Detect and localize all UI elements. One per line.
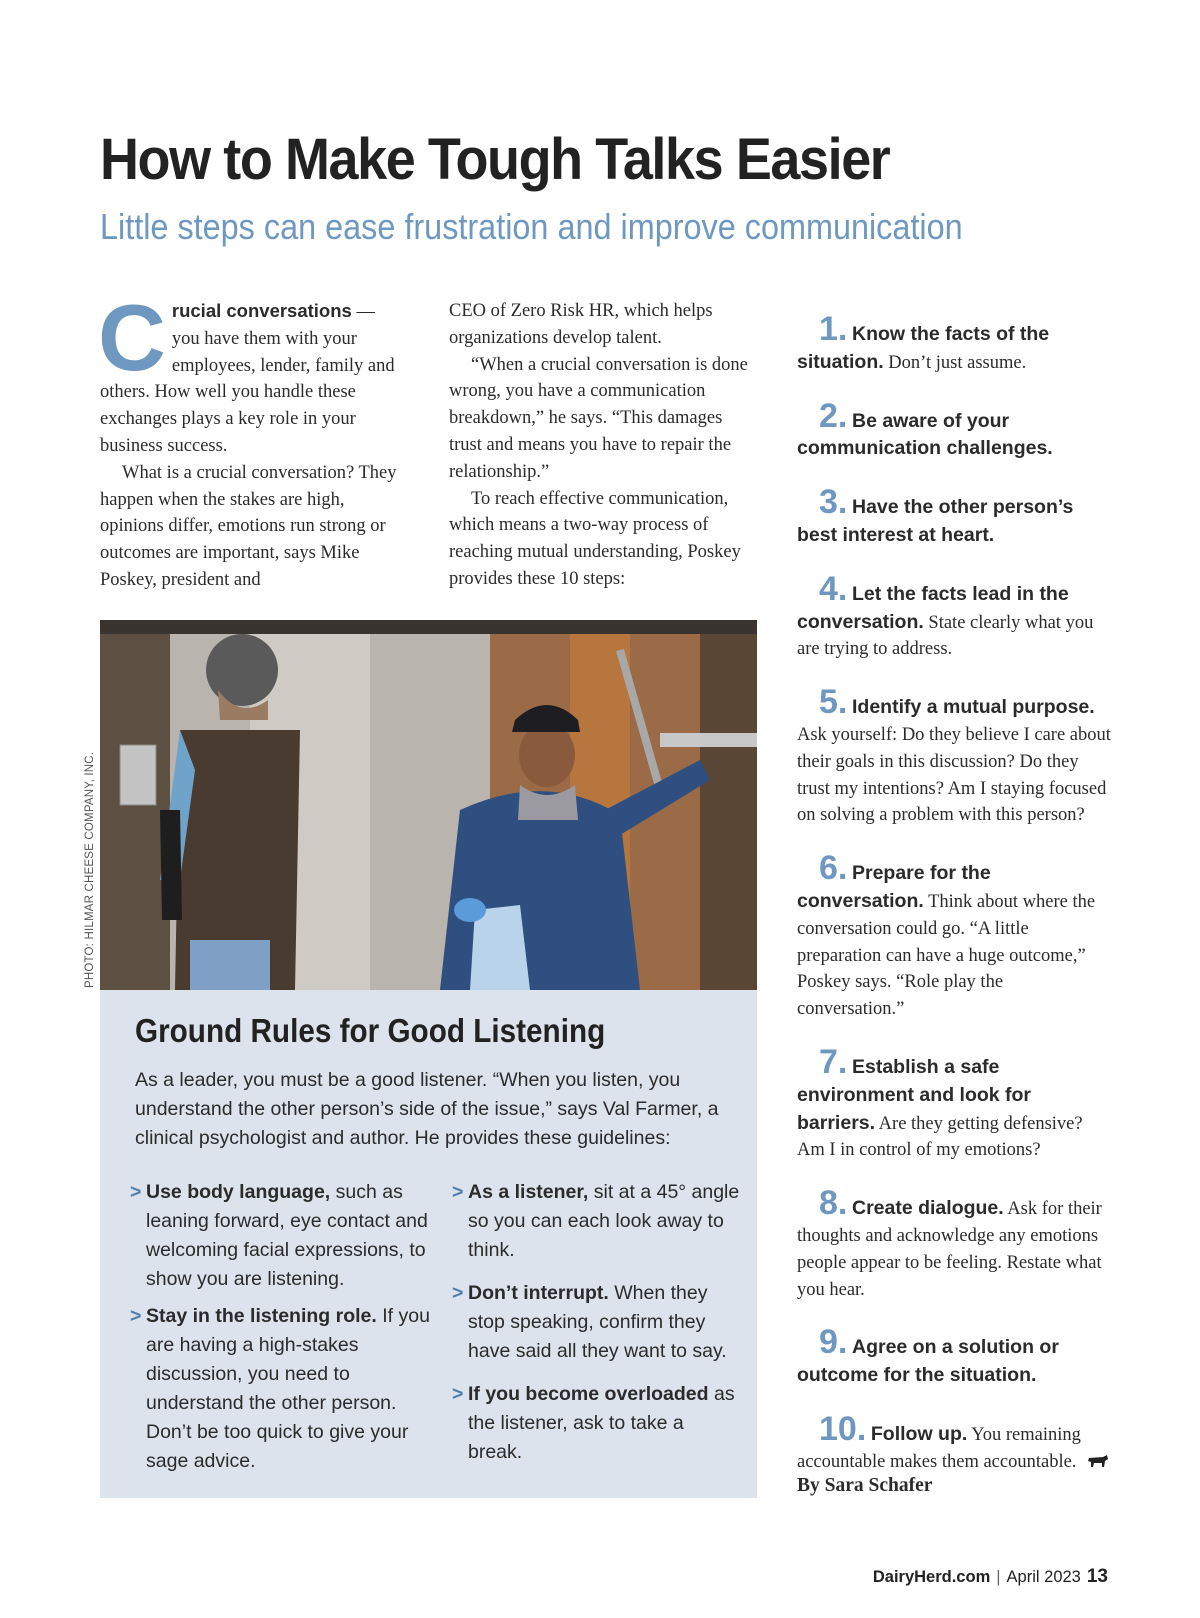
article-title: How to Make Tough Talks Easier [100,127,890,192]
footer-date: April 2023 [1006,1568,1081,1586]
step-item [797,396,1112,464]
rule-item [452,1380,742,1467]
bullet-arrow: > [130,1181,142,1203]
photo-credit: PHOTO: HILMAR CHEESE COMPANY, INC. [84,751,96,988]
rule-text: sit at a 45° angle so you can each look away to think. [468,1181,740,1261]
step-item [797,1042,1112,1164]
body-column-1 [98,285,400,594]
body-column-2 [449,298,756,593]
step-heading: Create dialogue. [851,1197,1004,1220]
paragraph-3: CEO of Zero Risk HR, which helps organizations develop talent. [449,301,713,348]
step-heading: Agree on a solution or outcome for the situation. [797,1336,1059,1387]
step-heading: Follow up. [870,1422,968,1445]
bullet-arrow: > [452,1383,464,1405]
rule-item [130,1302,430,1476]
step-item [797,683,1112,829]
bullet-arrow: > [452,1181,464,1203]
rule-item [452,1279,742,1366]
step-item [797,569,1112,663]
bullet-arrow: > [452,1282,464,1304]
rule-item [130,1178,430,1294]
rule-lead: If you become overloaded [468,1383,709,1405]
article-photo [100,620,757,990]
step-text: You remaining accountable makes them accountable. [797,1424,1081,1472]
step-text: Think about where the conversation could go. “A little preparation can have a huge outcome,” Poskey says. “Role play the conversation.” [797,891,1096,1020]
step-heading: Prepare for the conversation. [797,862,991,912]
rule-item [452,1178,742,1265]
step-heading: Have the other person’s best interest at heart. [797,496,1074,546]
paragraph-intro [98,285,400,460]
step-item [797,483,1112,550]
step-number: 6. [819,849,848,888]
step-number: 2. [819,396,848,435]
rule-lead: As a listener, [468,1181,589,1203]
step-text: Don’t just assume. [883,352,1027,373]
rule-lead: Don’t interrupt. [468,1282,609,1304]
cow-icon [1087,1453,1109,1469]
sidebar-column-right [452,1178,742,1467]
sidebar-column-left [130,1178,430,1476]
step-text: Are they getting defensive? Am I in control of my emotions? [797,1113,1083,1161]
step-heading: Establish a safe environment and look for barriers. [797,1055,1032,1134]
step-item [797,1184,1112,1303]
rule-text: If you are having a high-stakes discussion, you need to understand the other person. Don’t be too quick to give your sage advice. [146,1305,430,1472]
step-item [797,1323,1112,1390]
sidebar-intro: As a leader, you must be a good listener. “When you listen, you understand the other person’s side of the issue,” says Val Farmer, a clinical psychologist and author. He provides these guidelines: [135,1069,719,1149]
step-item [797,310,1112,377]
step-heading: Be aware of your communication challenges. [797,409,1053,460]
step-number: 8. [819,1184,848,1223]
page-number: 13 [1086,1566,1108,1587]
rule-text: such as leaning forward, eye contact and welcoming facial expressions, to show you are listening. [146,1181,428,1290]
rule-text: When they stop speaking, confirm they have said all they want to say. [468,1282,727,1362]
step-number: 4. [819,569,848,608]
step-number: 9. [819,1323,848,1362]
sidebar-title: Ground Rules for Good Listening [135,1012,606,1049]
step-text: State clearly what you are trying to address. [797,612,1094,660]
paragraph-intro-text: — you have them with your employees, lender, family and others. How well you handle these exchanges plays a key role in your business success. [100,302,395,456]
photo-illustration [100,620,757,990]
step-number: 5. [819,683,848,722]
step-number: 1. [819,310,848,348]
lead-in: rucial conversations [171,300,352,321]
byline: By Sara Schafer [797,1475,933,1496]
article-subtitle: Little steps can ease frustration and improve communication [100,206,963,247]
step-heading: Know the facts of the situation. [797,323,1050,373]
step-item [797,1409,1112,1476]
step-heading: Identify a mutual purpose. [851,696,1095,719]
step-item [797,849,1112,1023]
step-heading: Let the facts lead in the conversation. [797,582,1069,633]
page-footer [868,1566,1108,1588]
listening-sidebar [100,990,757,1498]
step-number: 3. [819,483,848,522]
rule-lead: Stay in the listening role. [146,1305,377,1327]
step-text: Ask for their thoughts and acknowledge any emotions people appear to be feeling. Restate what you hear. [797,1199,1102,1300]
bullet-arrow: > [130,1305,142,1327]
paragraph-2: What is a crucial conversation? They happen when the stakes are high, opinions differ, emotions run strong or outcomes are important, says Mike Poskey, president and [100,462,397,590]
rule-text: as the listener, ask to take a break. [468,1383,735,1463]
step-number: 7. [819,1042,848,1081]
drop-cap: C [98,285,166,390]
steps-list [797,310,1112,1502]
footer-separator: | [996,1568,1001,1586]
step-number: 10. [819,1409,867,1448]
rule-lead: Use body language, [146,1181,331,1203]
step-text: Ask yourself: Do they believe I care about their goals in this discussion? Do they trust my intentions? Am I staying focused on solving a problem with this person? [797,724,1111,826]
paragraph-4: “When a crucial conversation is done wrong, you have a communication breakdown,” he says. “This damages trust and means you have to repair the relationship.” [449,354,748,482]
paragraph-5: To reach effective communication, which means a two-way process of reaching mutual understanding, Poskey provides these 10 steps: [449,488,741,589]
footer-site[interactable]: DairyHerd.com [872,1568,991,1586]
